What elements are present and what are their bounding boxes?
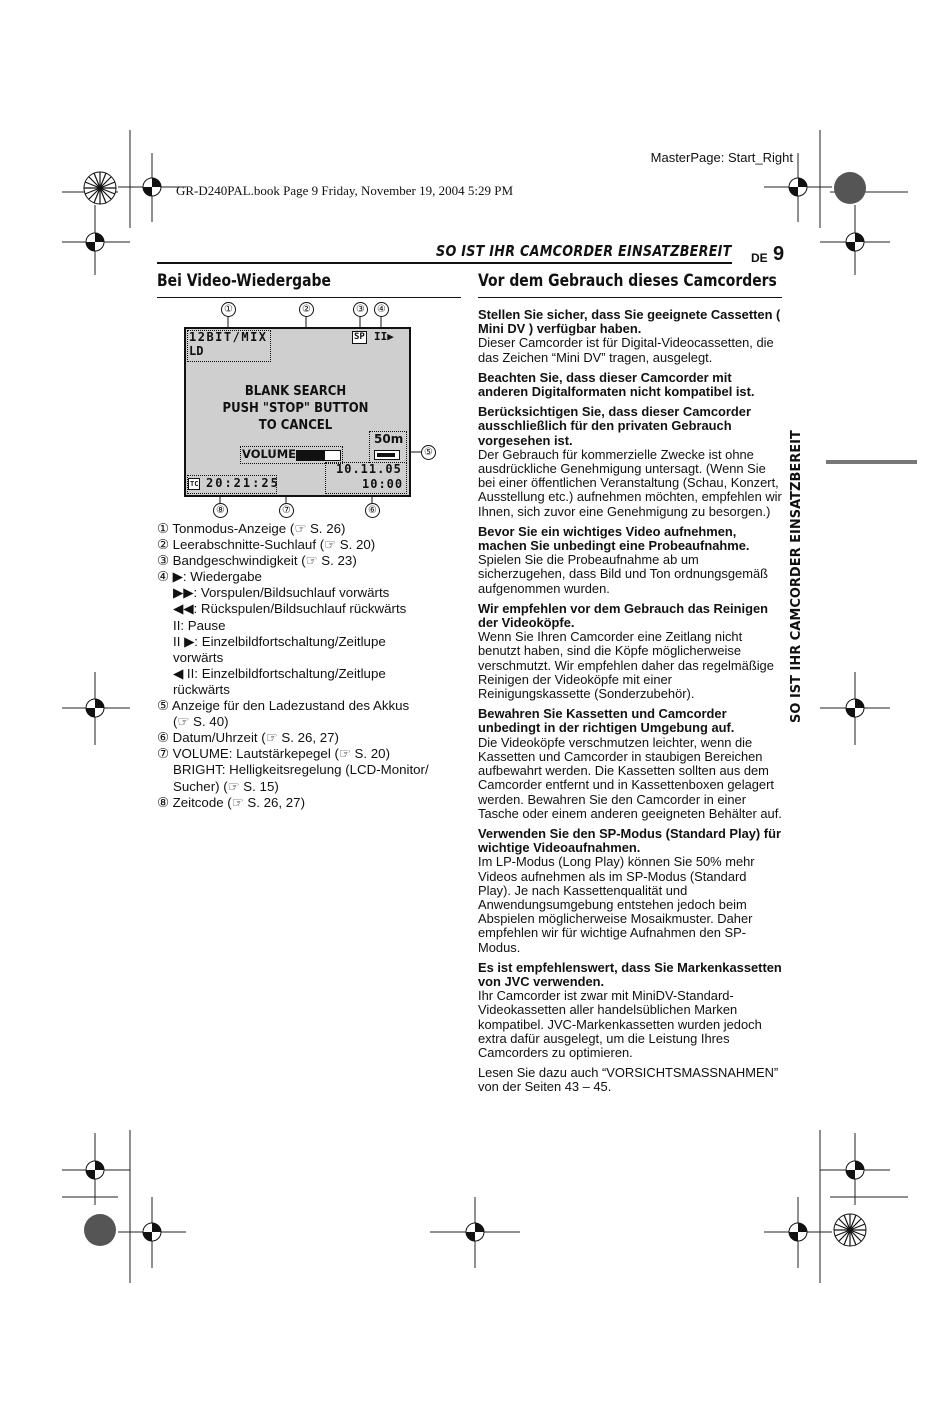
ld-indicator: LD xyxy=(189,344,204,358)
note-heading: Beachten Sie, dass dieser Camcorder mit anderen Digitalformaten nicht kompatibel ist. xyxy=(478,369,755,400)
note-text: Spielen Sie die Probeaufnahme ab um sicherzugehen, dass Bild und Ton ordnungsgemäß aufgenommen wurden. xyxy=(478,552,768,596)
legend-item: ② Leerabschnitte-Suchlauf (☞ S. 20) xyxy=(157,537,376,553)
left-section-title: Bei Video-Wiedergabe xyxy=(157,271,331,291)
callout-5: ⑤ xyxy=(421,445,436,460)
note-heading: Verwenden Sie den SP-Modus (Standard Play) für wichtige Videoaufnahmen. xyxy=(478,825,781,856)
note-heading: Stellen Sie sicher, dass Sie geeignete Cassetten ( Mini DV ) verfügbar haben. xyxy=(478,307,781,337)
volume-bar-fill xyxy=(297,451,325,460)
note-heading: Es ist empfehlenswert, dass Sie Markenkassetten von JVC verwenden. xyxy=(478,959,782,989)
callout-7: ⑦ xyxy=(279,503,294,518)
legend-item: ⑤ Anzeige für den Ladezustand des Akkus xyxy=(157,698,410,714)
legend-item: vorwärts xyxy=(173,649,224,665)
note-text: Die Videoköpfe verschmutzen leichter, wenn die Kassetten und Camcorder in staubigen Bereichen aufbewahrt werden. Die Kassetten sollten aus dem Camcorder entfernt und in Kassettenboxen gelagert werden. Bewahren Sie den Camcorder in einer Tasche oder einem anderen geeigneten Behälter auf. xyxy=(478,734,782,821)
note-block xyxy=(478,707,782,821)
usage-notes xyxy=(478,308,782,1101)
right-title-rule xyxy=(478,297,782,298)
legend-item: ① Tonmodus-Anzeige (☞ S. 26) xyxy=(157,521,346,536)
callout-8: ⑧ xyxy=(213,503,228,518)
tape-remaining: 50m xyxy=(374,432,404,446)
timecode-icon: TC xyxy=(190,480,199,488)
note-text: Im LP-Modus (Long Play) können Sie 50% mehr Videos aufnehmen als im SP-Modus (Standard Play). Je nach Kassettenqualität und Anwendungsumgebung entstehen jedoch beim Abspielen möglicherweise Mosaikmuster. Daher empfehlen wir für wichtige Aufnahmen den SP-Modus. xyxy=(478,854,755,955)
print-info-line: GR-D240PAL.book Page 9 Friday, November 19, 2004 5:29 PM xyxy=(176,183,514,198)
blank-search-line-2: PUSH "STOP" BUTTON xyxy=(222,401,369,416)
callout-2: ② xyxy=(299,302,314,317)
note-text: Ihr Camcorder ist zwar mit MiniDV-Standard-Videokassetten aller handelsüblichen Marken kompatibel. JVC-Markenkassetten wurden jedoch extra dafür ausgelegt, um die Leistung Ihres Camcorders zu optimieren. xyxy=(478,988,762,1060)
page-number: 9 xyxy=(773,243,785,265)
legend-item: rückwärts xyxy=(173,681,230,697)
note-block xyxy=(478,602,782,701)
callout-4: ④ xyxy=(374,302,389,317)
callout-6: ⑥ xyxy=(365,503,380,518)
note-block xyxy=(478,1066,782,1094)
language-tag: DE xyxy=(751,251,768,265)
sidebar-section-label: SO IST IHR CAMCORDER EINSATZBEREIT xyxy=(789,430,804,723)
legend-item: Sucher) (☞ S. 15) xyxy=(173,778,279,794)
note-block xyxy=(478,961,782,1060)
right-section-title: Vor dem Gebrauch dieses Camcorders xyxy=(478,271,777,291)
note-block xyxy=(478,405,782,519)
indicator-legend-list xyxy=(157,521,457,811)
legend-item: ⑧ Zeitcode (☞ S. 26, 27) xyxy=(157,794,306,810)
blank-search-line-1: BLANK SEARCH xyxy=(244,384,347,399)
note-heading: Berücksichtigen Sie, dass dieser Camcorder ausschließlich für den privaten Gebrauch vorgesehen ist. xyxy=(478,404,751,448)
legend-item: (☞ S. 40) xyxy=(173,714,229,730)
blank-search-line-3: TO CANCEL xyxy=(258,418,333,433)
legend-item: BRIGHT: Helligkeitsregelung (LCD-Monitor/ xyxy=(173,762,429,778)
legend-item: ◀ II: Einzelbildfortschaltung/Zeitlupe xyxy=(173,665,386,681)
note-heading: Bewahren Sie Kassetten und Camcorder unbedingt in der richtigen Umgebung auf. xyxy=(478,706,735,736)
time-display: 10:00 xyxy=(362,477,404,491)
legend-item: ◀◀: Rückspulen/Bildsuchlauf rückwärts xyxy=(173,601,407,617)
note-block xyxy=(478,371,782,399)
sp-indicator: SP xyxy=(354,332,365,342)
note-block xyxy=(478,827,782,955)
battery-icon xyxy=(374,450,400,460)
note-heading: Bevor Sie ein wichtiges Video aufnehmen, machen Sie unbedingt eine Probeaufnahme. xyxy=(478,523,750,554)
legend-item: II ▶: Einzelbildfortschaltung/Zeitlupe xyxy=(173,633,386,649)
callout-3: ③ xyxy=(353,302,368,317)
lcd-screen-illustration xyxy=(184,327,411,497)
volume-bar xyxy=(296,450,341,461)
legend-item: II: Pause xyxy=(173,617,226,633)
timecode-display: 20:21:25 xyxy=(206,476,280,490)
note-text: Der Gebrauch für kommerzielle Zwecke ist ohne ausdrückliche Genehmigung untersagt. (Wenn Sie bei einer öffentlichen Veranstaltung (Schau, Konzert, Ausstellung etc.) aufnehmen möchten, empfehlen wir Ihnen, sich zuvor eine Genehmigung zu besorgen.) xyxy=(478,446,782,519)
note-block xyxy=(478,525,782,596)
note-text: Wenn Sie Ihren Camcorder eine Zeitlang nicht benutzt haben, sind die Köpfe möglicherweise verschmutzt. Wir empfehlen daher das regelmäßige Reinigen der Videoköpfe mit einer Reinigungskassette (Sonderzubehör). xyxy=(478,629,774,702)
date-display: 10.11.05 xyxy=(336,462,402,476)
masterpage-label: MasterPage: Start_Right xyxy=(650,150,793,165)
note-text: Dieser Camcorder ist für Digital-Videocassetten, die das Zeichen “Mini DV” tragen, ausgelegt. xyxy=(478,335,774,365)
playback-state-indicator: II▶ xyxy=(374,330,394,343)
note-block xyxy=(478,308,782,365)
running-header: SO IST IHR CAMCORDER EINSATZBEREIT xyxy=(436,242,732,260)
volume-label: VOLUME xyxy=(242,447,297,461)
audio-mode-indicator: 12BIT/MIX xyxy=(189,330,268,344)
legend-item: ③ Bandgeschwindigkeit (☞ S. 23) xyxy=(157,553,357,569)
legend-item: ⑥ Datum/Uhrzeit (☞ S. 26, 27) xyxy=(157,730,339,746)
legend-item: ▶▶: Vorspulen/Bildsuchlauf vorwärts xyxy=(173,585,390,601)
legend-item: ⑦ VOLUME: Lautstärkepegel (☞ S. 20) xyxy=(157,746,390,762)
legend-item: ④ ▶: Wiedergabe xyxy=(157,569,262,585)
note-text: Lesen Sie dazu auch “VORSICHTSMASSNAHMEN” von der Seiten 43 – 45. xyxy=(478,1065,779,1095)
callout-1: ① xyxy=(221,302,236,317)
note-heading: Wir empfehlen vor dem Gebrauch das Reinigen der Videoköpfe. xyxy=(478,600,768,631)
